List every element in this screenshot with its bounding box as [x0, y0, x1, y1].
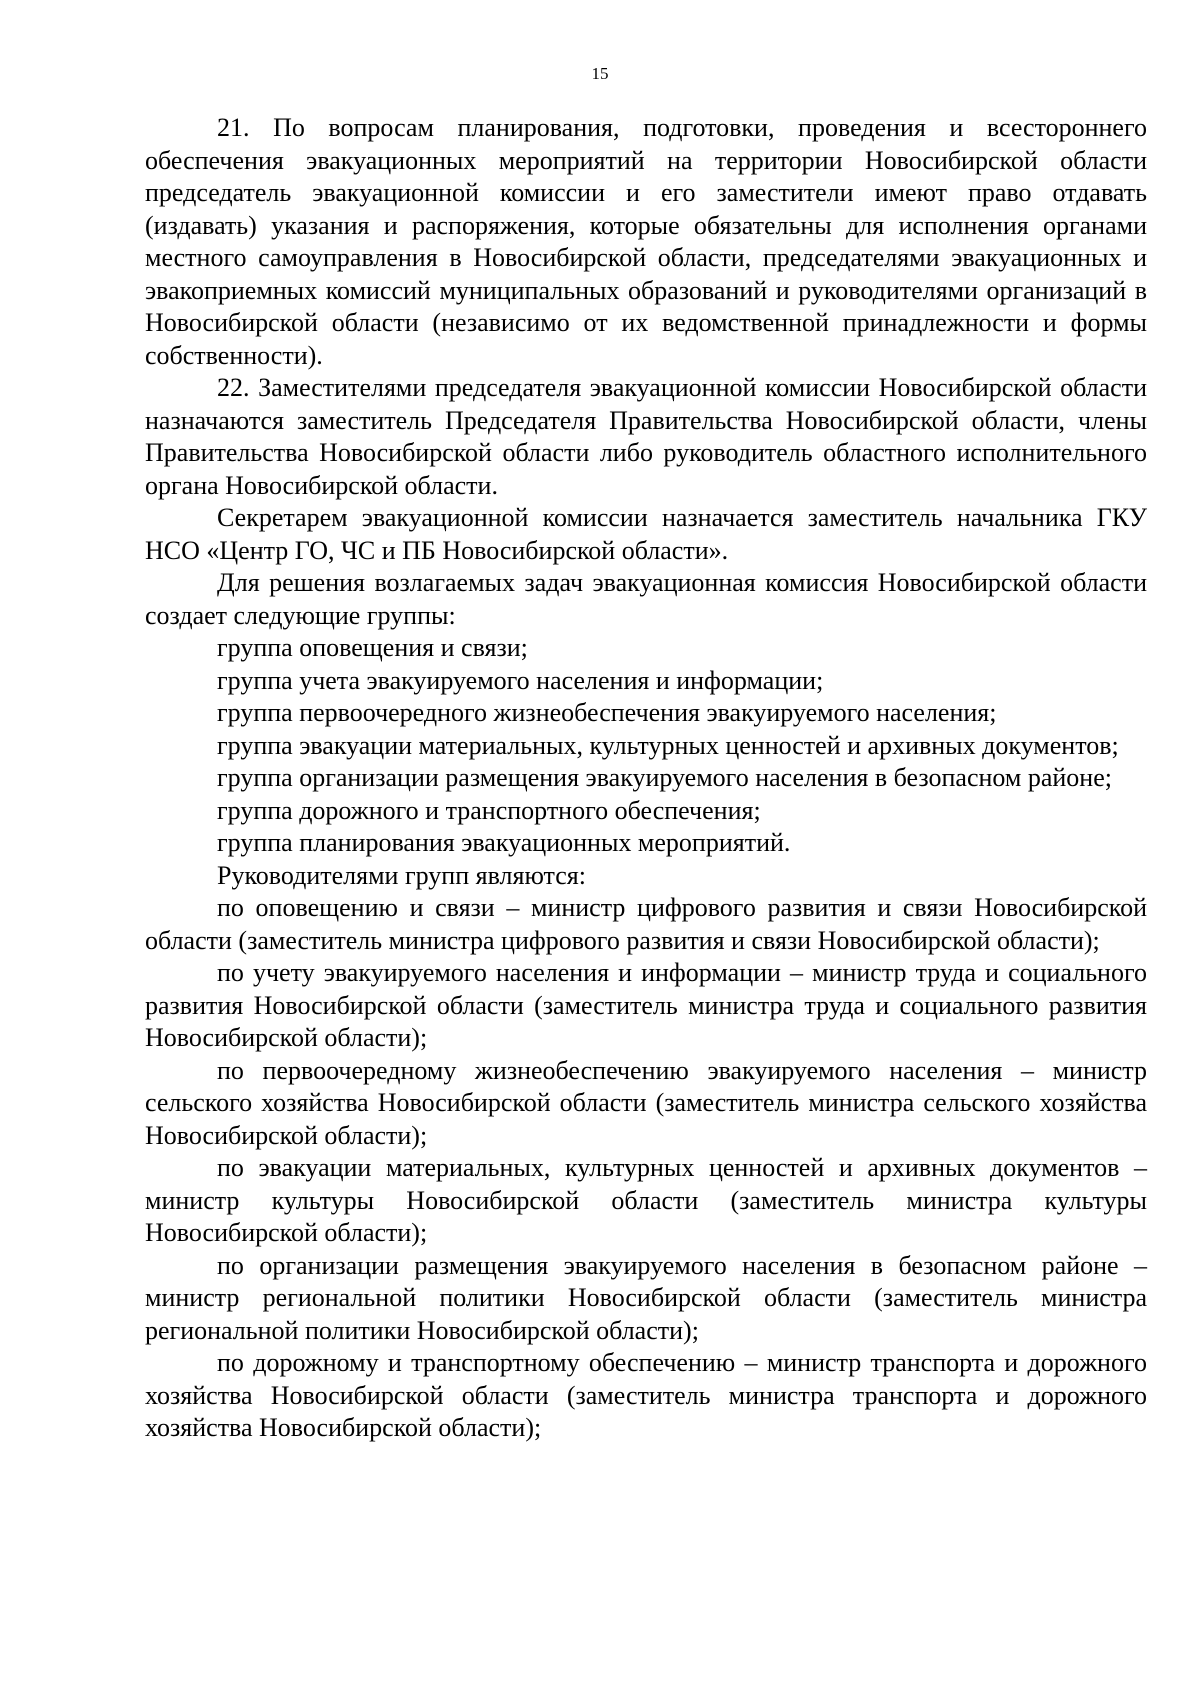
list-item-leader: по дорожному и транспортному обеспечению – министр транспорта и дорожного хозяйства Новосибирской области (заместитель министра транспорта и дорожного хозяйства Новосибирской области); [145, 1348, 1147, 1442]
list-item-group: группа первоочередного жизнеобеспечения эвакуируемого населения; [217, 698, 997, 727]
page-number: 15 [591, 64, 609, 83]
paragraph-groups-intro: Для решения возлагаемых задач эвакуационная комиссия Новосибирской области создает следующие группы: [145, 568, 1147, 630]
list-item-leader: по оповещению и связи – министр цифрового развития и связи Новосибирской области (заместитель министра цифрового развития и связи Новосибирской области); [145, 893, 1147, 955]
list-item-group: группа учета эвакуируемого населения и информации; [217, 665, 824, 695]
paragraph-21: 21. По вопросам планирования, подготовки, проведения и всестороннего обеспечения эвакуационных мероприятий на территории Новосибирской области председатель эвакуационной комиссии и его заместители имеют право отдавать (издавать) указания и распоряжения, которые обязательны для исполнения органами местного самоуправления в Новосибирской области, председателями эвакуационных и эвакоприемных комиссий муниципальных образований и руководителями организаций в Новосибирской области (независимо от их ведомственной принадлежности и формы собственности). [145, 113, 1147, 370]
list-item-group: группа планирования эвакуационных мероприятий. [217, 828, 791, 857]
list-item-group: группа эвакуации материальных, культурных ценностей и архивных документов; [217, 730, 1119, 760]
paragraph-group-leaders-intro: Руководителями групп являются: [217, 860, 586, 890]
paragraph-secretary: Секретарем эвакуационной комиссии назначается заместитель начальника ГКУ НСО «Центр ГО, ЧС и ПБ Новосибирской области». [145, 503, 1147, 565]
list-item-group: группа дорожного и транспортного обеспечения; [217, 795, 761, 825]
list-item-leader: по эвакуации материальных, культурных ценностей и архивных документов – министр культуры Новосибирской области (заместитель министра культуры Новосибирской области); [145, 1153, 1147, 1247]
list-item-leader: по организации размещения эвакуируемого населения в безопасном районе – министр региональной политики Новосибирской области (заместитель министра региональной политики Новосибирской области); [145, 1250, 1147, 1345]
list-item-leader: по учету эвакуируемого населения и информации – министр труда и социального развития Новосибирской области (заместитель министра труда и социального развития Новосибирской области); [145, 958, 1147, 1052]
document-body [145, 112, 1147, 1445]
paragraph-22: 22. Заместителями председателя эвакуационной комиссии Новосибирской области назначаются заместитель Председателя Правительства Новосибирской области, члены Правительства Новосибирской области либо руководитель областного исполнительного органа Новосибирской области. [145, 373, 1147, 500]
list-item-group: группа организации размещения эвакуируемого населения в безопасном районе; [217, 763, 1112, 792]
list-item-group: группа оповещения и связи; [217, 633, 528, 662]
list-item-leader: по первоочередному жизнеобеспечению эвакуируемого населения – министр сельского хозяйства Новосибирской области (заместитель министра сельского хозяйства Новосибирской области); [145, 1055, 1147, 1150]
